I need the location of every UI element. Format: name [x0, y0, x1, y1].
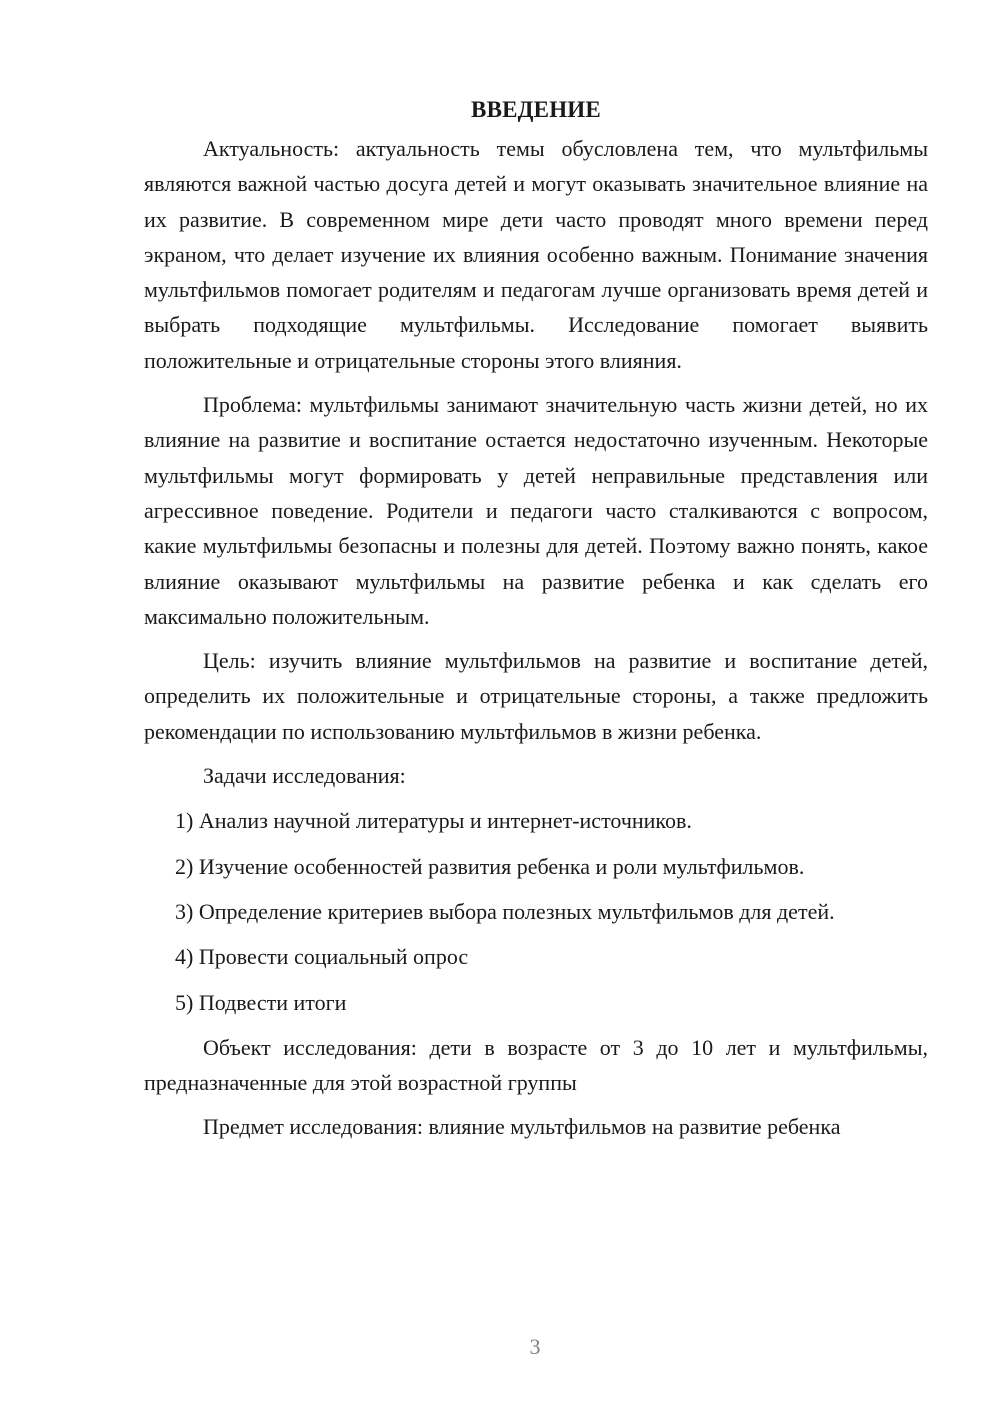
- paragraph-relevance: Актуальность: актуальность темы обусловлена тем, что мультфильмы являются важной частью досуга детей и могут оказывать значительное влияние на их развитие. В современном мире дети часто проводят много времени перед экраном, что делает изучение их влияния особенно важным. Понимание значения мультфильмов помогает родителям и педагогам лучше организовать время детей и выбрать подходящие мультфильмы. Исследование помогает выявить положительные и отрицательные стороны этого влияния.: [144, 136, 928, 373]
- task-item: 2) Изучение особенностей развития ребенка и роли мультфильмов.: [175, 853, 805, 879]
- paragraph-problem: Проблема: мультфильмы занимают значительную часть жизни детей, но их влияние на развитие и воспитание остается недостаточно изученным. Некоторые мультфильмы могут формировать у детей неправильные представления или агрессивное поведение. Родители и педагоги часто сталкиваются с вопросом, какие мультфильмы безопасны и полезны для детей. Поэтому важно понять, какое влияние оказывают мультфильмы на развитие ребенка и как сделать его максимально положительным.: [144, 392, 928, 629]
- paragraph-subject: Предмет исследования: влияние мультфильмов на развитие ребенка: [203, 1114, 841, 1140]
- page-number: 3: [529, 1334, 541, 1359]
- page-content: [144, 92, 928, 1154]
- task-item: 1) Анализ научной литературы и интернет-источников.: [175, 808, 692, 834]
- task-item: 5) Подвести итоги: [175, 989, 347, 1015]
- tasks-heading: Задачи исследования:: [203, 763, 406, 789]
- task-item: 3) Определение критериев выбора полезных мультфильмов для детей.: [175, 898, 835, 924]
- page-title: ВВЕДЕНИЕ: [471, 97, 601, 122]
- task-item: 4) Провести социальный опрос: [175, 944, 469, 970]
- paragraph-object: Объект исследования: дети в возрасте от 3 до 10 лет и мультфильмы, предназначенные для этой возрастной группы: [144, 1034, 928, 1096]
- paragraph-goal: Цель: изучить влияние мультфильмов на развитие и воспитание детей, определить их положительные и отрицательные стороны, а также предложить рекомендации по использованию мультфильмов в жизни ребенка.: [144, 648, 928, 744]
